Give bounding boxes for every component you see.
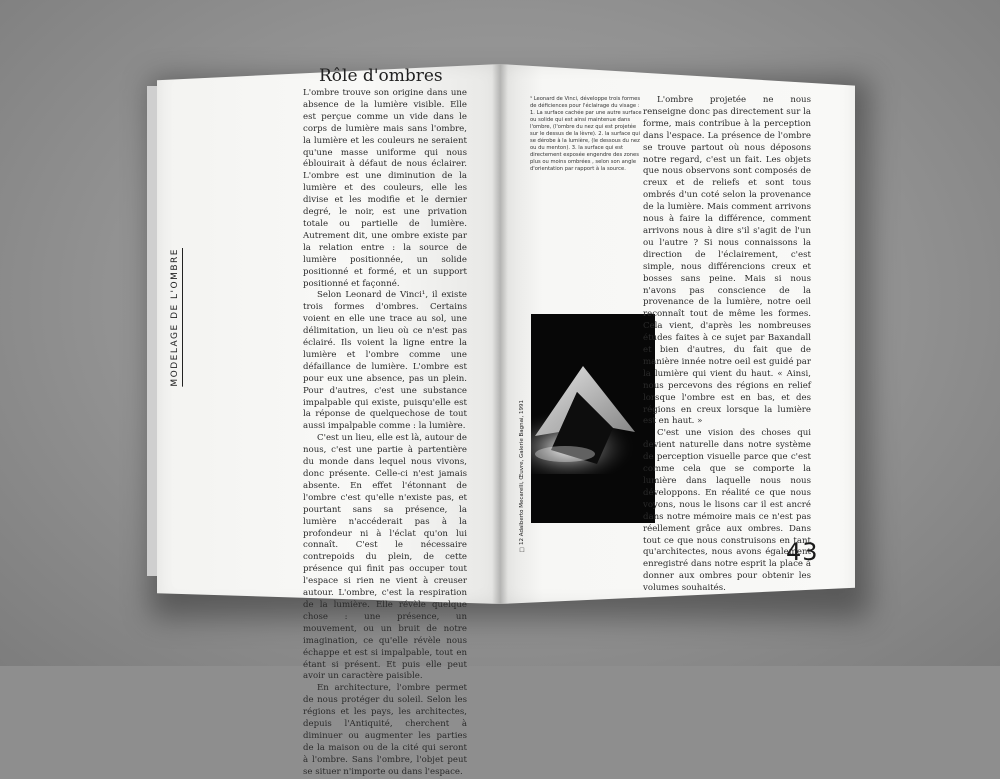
chapter-title: Rôle d'ombres — [319, 66, 443, 86]
paragraph: C'est une vision des choses qui devient naturelle dans notre système de perception visuelle parce que c'est comme cela que se comporte la lumière dans laquelle nous nous développons. En réalité ce que nous voyons, nous le lisons car il est ancré dans notre mémoire mais ce n'est pas réellement grâce aux ombres. Dans tout ce que nous construisons en tant qu'architectes, nous avons également enregistré dans notre esprit la place à donner aux ombres pour obtenir les volumes souhaités. — [643, 428, 811, 594]
paragraph: C'est un lieu, elle est là, autour de nous, c'est une partie à partentière du monde dans lequel nous vivons, donc présente. Celle-ci n'est jamais absente. En effet l'étonnant de l'ombre c'est qu'elle n'existe pas, et pourtant sans sa présence, la lumière n'accéderait pas à la profondeur ni à l'éclat qu'on lui connaît. C'est le nécessaire contrepoids du plein, de cette présence qui finit pas occuper tout l'espace si rien ne vient à creuser autour. L'ombre, c'est la respiration de la lumière. Elle révèle quelque chose : une présence, un mouvement, ou un bruit de notre imagination, ce qu'elle révèle nous échappe et est si impalpable, tout en étant si présent. Et puis elle peut avoir un caractère paisible. — [303, 433, 467, 682]
artwork-photo — [531, 314, 655, 523]
figure-caption: □ 12 Adalberto Mecarelli, Œuvre, Galerie Bagnai, 1991 — [519, 400, 525, 553]
book-back-edge — [147, 86, 157, 576]
page-number: 43 — [786, 538, 819, 566]
right-text-column — [643, 95, 811, 595]
paragraph: L'ombre trouve son origine dans une absence de la lumière visible. Elle est perçue comme un vide dans le corps de lumière mais sans l'ombre, la lumière et les couleurs ne seraient qu'une masse uniforme qui nous éblouirait à défaut de nous éclairer. L'ombre est une diminution de la lumière et des couleurs, elle les divise et les modifie et le dernier degré, le noir, est une privation totale ou partielle de lumière. Autrement dit, une ombre existe par la relation entre : la source de lumière positionnée, un solide positionné et formé, et un support positionné et façonné. — [303, 88, 467, 289]
paragraph: Selon Leonard de Vinci¹, il existe trois formes d'ombres. Certains voient en elle une trace au sol, une délimitation, un lieu où ce n'est pas éclairé. Ils voient la ligne entre la lumière et l'ombre comme une défaillance de lumière. L'ombre est pour eux une absence, pas un plein. Pour d'autres, c'est une substance impalpable qui existe, puisqu'elle est la réponse de quelquechose de tout aussi impalpable comme : la lumière. — [303, 290, 467, 432]
book-gutter — [492, 64, 508, 604]
running-header-vertical: MODELAGE DE L'OMBRE — [170, 248, 180, 387]
footnote: ¹ Leonard de Vinci, développe trois formes de déficiences pour l'éclairage du visage : 1. La surface cachée par une autre surface ou solide qui est ainsi maintenue dans l'ombre, (l'ombre du nez qui est projetée sur le dessus de la lèvre). 2. la surface qui se dérobe à la lumière, (le dessous du nez ou du menton). 3. la surface qui est directement exposée engendre des zones plus ou moins ombrées , selon son angle d'orientation par rapport à la source. — [530, 96, 642, 172]
artwork-illustration — [531, 314, 655, 523]
paragraph: En architecture, l'ombre permet de nous protéger du soleil. Selon les régions et les pays, les architectes, depuis l'Antiquité, cherchent à diminuer ou augmenter les parties de la maison ou de la cité qui seront à l'ombre. Sans l'ombre, l'objet peut se situer n'importe ou dans l'espace. — [303, 683, 467, 777]
left-text-column — [303, 88, 467, 779]
paragraph: L'ombre projetée ne nous renseigne donc pas directement sur la forme, mais contribue à la perception dans l'espace. La présence de l'ombre se trouve partout où nous déposons notre regard, c'est un fait. Les objets que nous observons sont composés de creux et de reliefs et sont tous ombrés d'un coté selon la provenance de la lumière. Mais comment arrivons nous à faire la différence, comment arrivons nous à dire s'il s'agit de l'un ou l'autre ? Si nous connaissons la direction de l'éclairement, c'est simple, nous différencions creux et bosses sans peine. Mais si nous n'avons pas conscience de la provenance de la lumière, notre oeil reconnaît tout de même les formes. Cela vient, d'après les nombreuses études faites à ce sujet par Baxandall et bien d'autres, du fait que de manière innée notre oeil est guidé par la lumière qui vient du haut. « Ainsi, nous percevons des régions en relief lorsque l'ombre est en bas, et des régions en creux lorsque la lumière est en haut. » — [643, 95, 811, 427]
